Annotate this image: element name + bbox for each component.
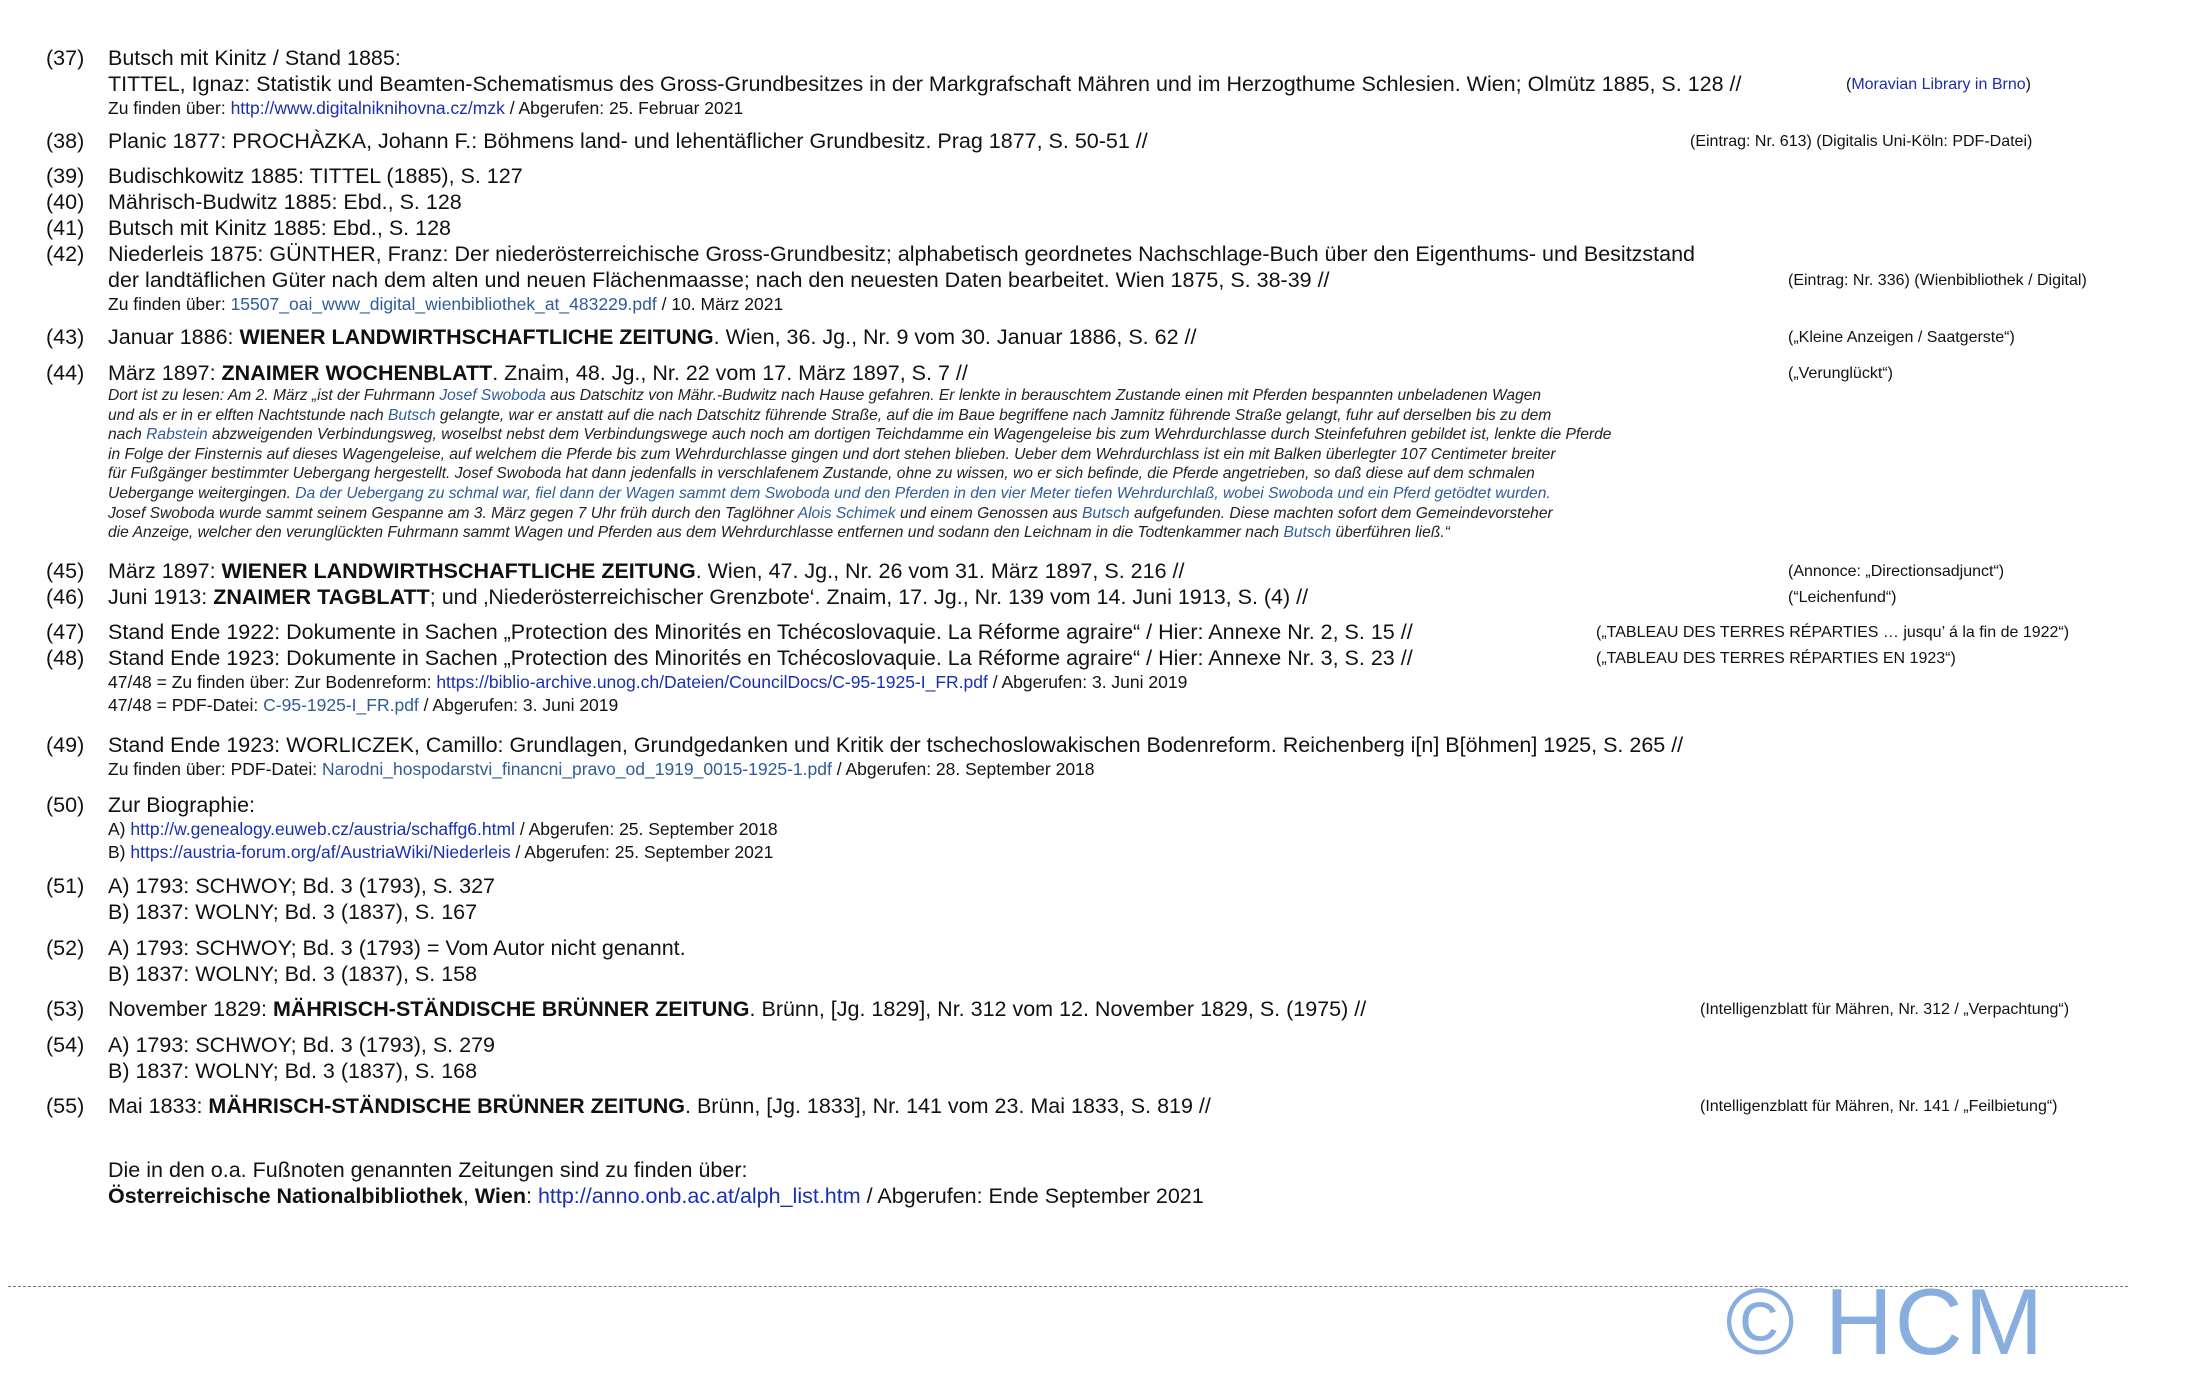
footnote-text: Januar 1886: WIENER LANDWIRTHSCHAFTLICHE ZEITUNG. Wien, 36. Jg., Nr. 9 vom 30. Januar 1886, S. 62 // [108,325,1197,349]
footnote-text: Stand Ende 1923: WORLICZEK, Camillo: Grundlagen, Grundgedanken und Kritik der tschechoslowakischen Bodenreform. Reichenberg i[n] B[öhmen] 1925, S. 265 // [108,733,1684,757]
footnote-55 [46,1093,2136,1119]
footnote-number: (37) [46,46,85,70]
footnote-number: (54) [46,1033,85,1057]
source-note: („TABLEAU DES TERRES RÉPARTIES EN 1923“) [1596,650,1956,667]
source-note: (Moravian Library in Brno) [1846,76,2031,93]
source-line: Zu finden über: 15507_oai_www_digital_wienbibliothek_at_483229.pdf / 10. März 2021 [108,294,784,314]
footnote-number: (42) [46,242,85,266]
footnote-number: (46) [46,585,85,609]
footnote-text: A) 1793: SCHWOY; Bd. 3 (1793), S. 279 [108,1033,495,1057]
footnote-text: Juni 1913: ZNAIMER TAGBLATT; und ‚Niederösterreichischer Grenzbote‘. Znaim, 17. Jg., Nr. 139 vom 14. Juni 1913, S. (4) // [108,585,1309,609]
footnote-46 [46,584,2136,610]
copyright-watermark: © HCM [1725,1269,2045,1374]
footnote-42 [46,241,2136,267]
footnote-54 [46,1032,2136,1084]
footnote-text: Butsch mit Kinitz / Stand 1885: [108,46,401,70]
source-note: (Intelligenzblatt für Mähren, Nr. 312 / „Verpachtung“) [1700,1001,2070,1018]
footnote-text: Budischkowitz 1885: TITTEL (1885), S. 127 [108,164,523,188]
source-link[interactable]: http://anno.onb.ac.at/alph_list.htm [537,1184,861,1208]
source-note: („Verunglückt“) [1788,365,1893,382]
source-line: Zu finden über: http://www.digitalniknihovna.cz/mzk / Abgerufen: 25. Februar 2021 [108,98,744,118]
source-line: 47/48 = PDF-Datei: C-95-1925-I_FR.pdf / Abgerufen: 3. Juni 2019 [108,695,619,715]
source-note: („TABLEAU DES TERRES RÉPARTIES … jusqu’ á la fin de 1922“) [1596,624,2070,641]
footnote-number: (43) [46,325,85,349]
source-link[interactable]: 15507_oai_www_digital_wienbibliothek_at_483229.pdf [230,294,657,314]
footnote-number: (48) [46,646,85,670]
source-link[interactable]: C-95-1925-I_FR.pdf [263,695,419,715]
footnote-text: B) 1837: WOLNY; Bd. 3 (1837), S. 158 [108,962,478,986]
footnote-40 [46,189,2136,215]
footnote-number: (51) [46,874,85,898]
footnote-number: (53) [46,997,85,1021]
footnote-number: (41) [46,216,85,240]
footnote-number: (50) [46,793,85,817]
source-link[interactable]: https://austria-forum.org/af/AustriaWiki/Niederleis [130,842,511,862]
newspaper-title: WIENER LANDWIRTHSCHAFTLICHE ZEITUNG [221,559,696,583]
source-line: Zu finden über: PDF-Datei: Narodni_hospodarstvi_financni_pravo_od_1919_0015-1925-1.pdf / Abgerufen: 28. September 2018 [108,759,1095,779]
newspaper-title: MÄHRISCH-STÄNDISCHE BRÜNNER ZEITUNG [208,1094,685,1118]
footnote-text: B) 1837: WOLNY; Bd. 3 (1837), S. 167 [108,900,478,924]
footnote-text: A) 1793: SCHWOY; Bd. 3 (1793) = Vom Autor nicht genannt. [108,936,686,960]
footnote-number: (40) [46,190,85,214]
source-link[interactable]: http://w.genealogy.euweb.cz/austria/schaffg6.html [130,819,515,839]
footnote-47 [46,619,2136,717]
footnote-49 [46,732,2136,781]
source-note: (Intelligenzblatt für Mähren, Nr. 141 / „Feilbietung“) [1700,1098,2058,1115]
footnote-number: (55) [46,1094,85,1118]
footnote-text: Stand Ende 1923: Dokumente in Sachen „Protection des Minorités en Tchécoslovaquie. La Réforme agraire“ / Hier: Annexe Nr. 3, S. 23 // [108,646,1413,670]
newspaper-title: MÄHRISCH-STÄNDISCHE BRÜNNER ZEITUNG [272,997,750,1021]
footnote-text: Butsch mit Kinitz 1885: Ebd., S. 128 [108,216,451,240]
source-link[interactable]: Moravian Library in Brno [1851,76,2026,93]
footnote-number: (47) [46,620,85,644]
footnote-37 [46,45,2136,120]
footnote-45 [46,558,2136,610]
footnote-39 [46,163,2136,316]
source-link[interactable]: Narodni_hospodarstvi_financni_pravo_od_1919_0015-1925-1.pdf [321,759,832,779]
footnote-number: (39) [46,164,85,188]
footnote-text: A) 1793: SCHWOY; Bd. 3 (1793), S. 327 [108,874,495,898]
newspaper-title: ZNAIMER TAGBLATT [213,585,430,609]
closing-text: Die in den o.a. Fußnoten genannten Zeitungen sind zu finden über: [108,1158,748,1182]
footnote-text: November 1829: MÄHRISCH-STÄNDISCHE BRÜNNER ZEITUNG. Brünn, [Jg. 1829], Nr. 312 vom 12. November 1829, S. (1975) // [108,997,1367,1021]
source-link[interactable]: http://www.digitalniknihovna.cz/mzk [230,98,505,118]
newspaper-title: WIENER LANDWIRTHSCHAFTLICHE ZEITUNG [239,325,714,349]
source-note: (Eintrag: Nr. 613) (Digitalis Uni-Köln: PDF-Datei) [1690,133,2033,150]
footnote-50 [46,792,2136,864]
footnote-text: Niederleis 1875: GÜNTHER, Franz: Der niederösterreichische Gross-Grundbesitz; alphabetisch geordnetes Nachschlage-Buch über den Eigenthums- und Besitzstand [108,242,1696,266]
footnote-number: (38) [46,129,85,153]
footnote-52 [46,935,2136,987]
footnote-text: Planic 1877: PROCHÀZKA, Johann F.: Böhmens land- und lehentäflicher Grundbesitz. Prag 1877, S. 50-51 // [108,129,1148,153]
footnote-text: Mai 1833: MÄHRISCH-STÄNDISCHE BRÜNNER ZEITUNG. Brünn, [Jg. 1833], Nr. 141 vom 23. Mai 1833, S. 819 // [108,1094,1211,1118]
source-note: (Annonce: „Directionsadjunct“) [1788,563,2005,580]
closing-source: Österreichische Nationalbibliothek, Wien: http://anno.onb.ac.at/alph_list.htm / Abgerufen: Ende September 2021 [108,1184,1204,1208]
footnote-38 [46,128,2136,154]
footnote-53 [46,996,2136,1022]
source-note: („Kleine Anzeigen / Saatgerste“) [1788,329,2015,346]
footnote-43 [46,324,2136,350]
source-link[interactable]: https://biblio-archive.unog.ch/Dateien/CouncilDocs/C-95-1925-I_FR.pdf [436,672,988,692]
footnote-41 [46,215,2136,241]
footnote-number: (52) [46,936,85,960]
closing-note [46,1157,2136,1209]
source-note: (Eintrag: Nr. 336) (Wienbibliothek / Digital) [1788,272,2087,289]
footnote-text: Stand Ende 1922: Dokumente in Sachen „Protection des Minorités en Tchécoslovaquie. La Réforme agraire“ / Hier: Annexe Nr. 2, S. 15 // [108,620,1413,644]
source-line: 47/48 = Zu finden über: Zur Bodenreform: https://biblio-archive.unog.ch/Dateien/CouncilDocs/C-95-1925-I_FR.pdf / Abgerufen: 3. Juni 2019 [108,672,1188,692]
footnote-text: B) 1837: WOLNY; Bd. 3 (1837), S. 168 [108,1059,478,1083]
footnote-number: (49) [46,733,85,757]
newspaper-title: ZNAIMER WOCHENBLATT [221,361,493,385]
footnote-number: (44) [46,361,85,385]
source-line: A) http://w.genealogy.euweb.cz/austria/schaffg6.html / Abgerufen: 25. September 2018 [108,819,778,839]
footnote-text: Mährisch-Budwitz 1885: Ebd., S. 128 [108,190,462,214]
quoted-article: Dort ist zu lesen: Am 2. März „ist der Fuhrmann Josef Swoboda aus Datschitz von Mähr.-Budwitz nach Hause gefahren. Er lenkte in berauschtem Zustande einen mit Pferden bespannten unbeladenen Wagen und als er in er elften Nachtstunde nach Butsch gelangte, war er anstatt auf die nach Datschitz führende Straße, auf die im Baue begriffene nach Jamnitz führende Straße gelangt, fuhr auf derselben bis zu dem nach Rabstein abzweigenden Verbindungsweg, woselbst nebst dem Verbindungswege auch noch am dortigen Teichdamme ein Wagengeleise bis zum Wehrdurchlasse durch Steinfefuhren gebildet ist, lenkte die Pferde in Folge der Finsternis auf dieses Wagengeleise, auf welchem die Pferde bis zum Wehrdurchlasse gingen und dort stehen blieben. Ueber dem Wehrdurchlass ist ein mit Balken überlegter 107 Centimeter breiter für Fußgänger bestimmter Uebergang hergestellt. Josef Swoboda hat dann jedenfalls in verschlafenem Zustande, ohne zu wissen, wo er sich befinde, die Pferde angetrieben, so daß diese auf dem schmalen Uebergange weitergingen. Da der Uebergang zu schmal war, fiel dann der Wagen sammt dem Swoboda und den Pferden in den vier Meter tiefen Wehrdurchlaß, wobei Swoboda und ein Pferd getödtet wurden. Josef Swoboda wurde sammt seinem Gespanne am 3. März gegen 7 Uhr früh durch den Taglöhner Alois Schimek und einem Genossen aus Butsch aufgefunden. Diese machten sofort dem Gemeindevorsteher die Anzeige, welcher den verunglückten Fuhrmann sammt Wagen und Pferden aus dem Wehrdurchlasse entfernen und sodann den Leichnam in die Todtenkammer nach Butsch überführen ließ.“ [108,387,1612,542]
footnote-text: März 1897: WIENER LANDWIRTHSCHAFTLICHE ZEITUNG. Wien, 47. Jg., Nr. 26 vom 31. März 1897, S. 216 // [108,559,1185,583]
footnote-48 [46,645,2136,671]
footnote-text: Zur Biographie: [108,793,255,817]
footnote-51 [46,873,2136,925]
footnote-44 [46,360,2136,543]
footnote-number: (45) [46,559,85,583]
source-line: B) https://austria-forum.org/af/AustriaWiki/Niederleis / Abgerufen: 25. September 2021 [108,842,774,862]
footnote-text: März 1897: ZNAIMER WOCHENBLATT. Znaim, 48. Jg., Nr. 22 vom 17. März 1897, S. 7 // [108,361,968,385]
source-note: (“Leichenfund“) [1788,589,1897,606]
footnote-text: TITTEL, Ignaz: Statistik und Beamten-Schematismus des Gross-Grundbesitzes in der Markgrafschaft Mähren und im Herzogthume Schlesien. Wien; Olmütz 1885, S. 128 // [108,72,1742,96]
footnote-text: der landtäflichen Güter nach dem alten und neuen Flächenmaasse; nach den neuesten Daten bearbeitet. Wien 1875, S. 38-39 // [108,268,1330,292]
